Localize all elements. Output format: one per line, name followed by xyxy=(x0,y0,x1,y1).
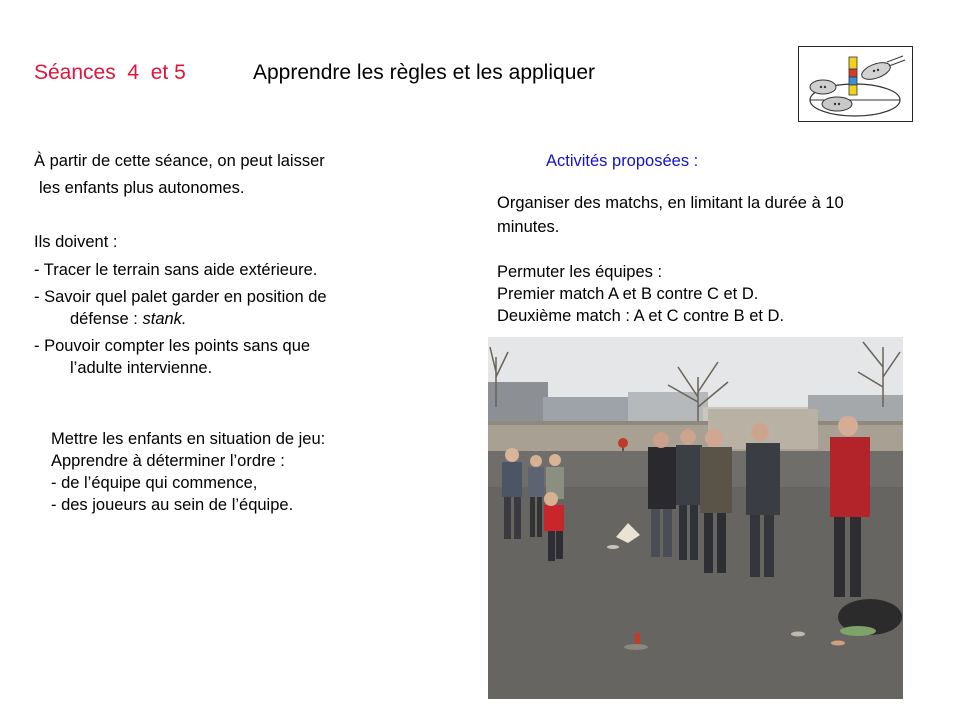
organize-line-2: minutes. xyxy=(497,218,560,236)
palet-logo xyxy=(798,46,913,122)
page-title: Apprendre les règles et les appliquer xyxy=(253,61,596,84)
situation-line-1: Mettre les enfants en situation de jeu: xyxy=(51,430,326,448)
permute-line-3: Deuxième match : A et C contre B et D. xyxy=(497,307,785,325)
organize-line-1: Organiser des matchs, en limitant la durée à 10 xyxy=(497,194,844,212)
intro-line-2: les enfants plus autonomes. xyxy=(39,179,245,197)
rule-2-line-1: - Savoir quel palet garder en position de xyxy=(34,288,327,306)
petanque-palet-logo-icon xyxy=(799,47,911,120)
session-label: Séances 4 et 5 xyxy=(34,61,186,84)
rule-2-line-2 xyxy=(70,308,187,330)
intro-line-1: À partir de cette séance, on peut laisser xyxy=(34,152,325,170)
doivent-heading: Ils doivent : xyxy=(34,233,118,251)
rule-2-defense: défense : xyxy=(70,310,143,328)
situation-line-3: - de l’équipe qui commence, xyxy=(51,474,258,492)
situation-line-2: Apprendre à déterminer l’ordre : xyxy=(51,452,285,470)
activities-heading: Activités proposées : xyxy=(546,152,699,170)
permute-line-1: Permuter les équipes : xyxy=(497,263,663,281)
situation-line-4: - des joueurs au sein de l’équipe. xyxy=(51,496,294,514)
rule-2-stank: stank. xyxy=(142,310,187,328)
rule-3-line-2: l’adulte intervienne. xyxy=(70,359,213,377)
rule-1: - Tracer le terrain sans aide extérieure. xyxy=(34,261,318,279)
rule-3-line-1: - Pouvoir compter les points sans que xyxy=(34,337,311,355)
permute-line-2: Premier match A et B contre C et D. xyxy=(497,285,759,303)
group-playing-palet-photo xyxy=(488,337,903,699)
